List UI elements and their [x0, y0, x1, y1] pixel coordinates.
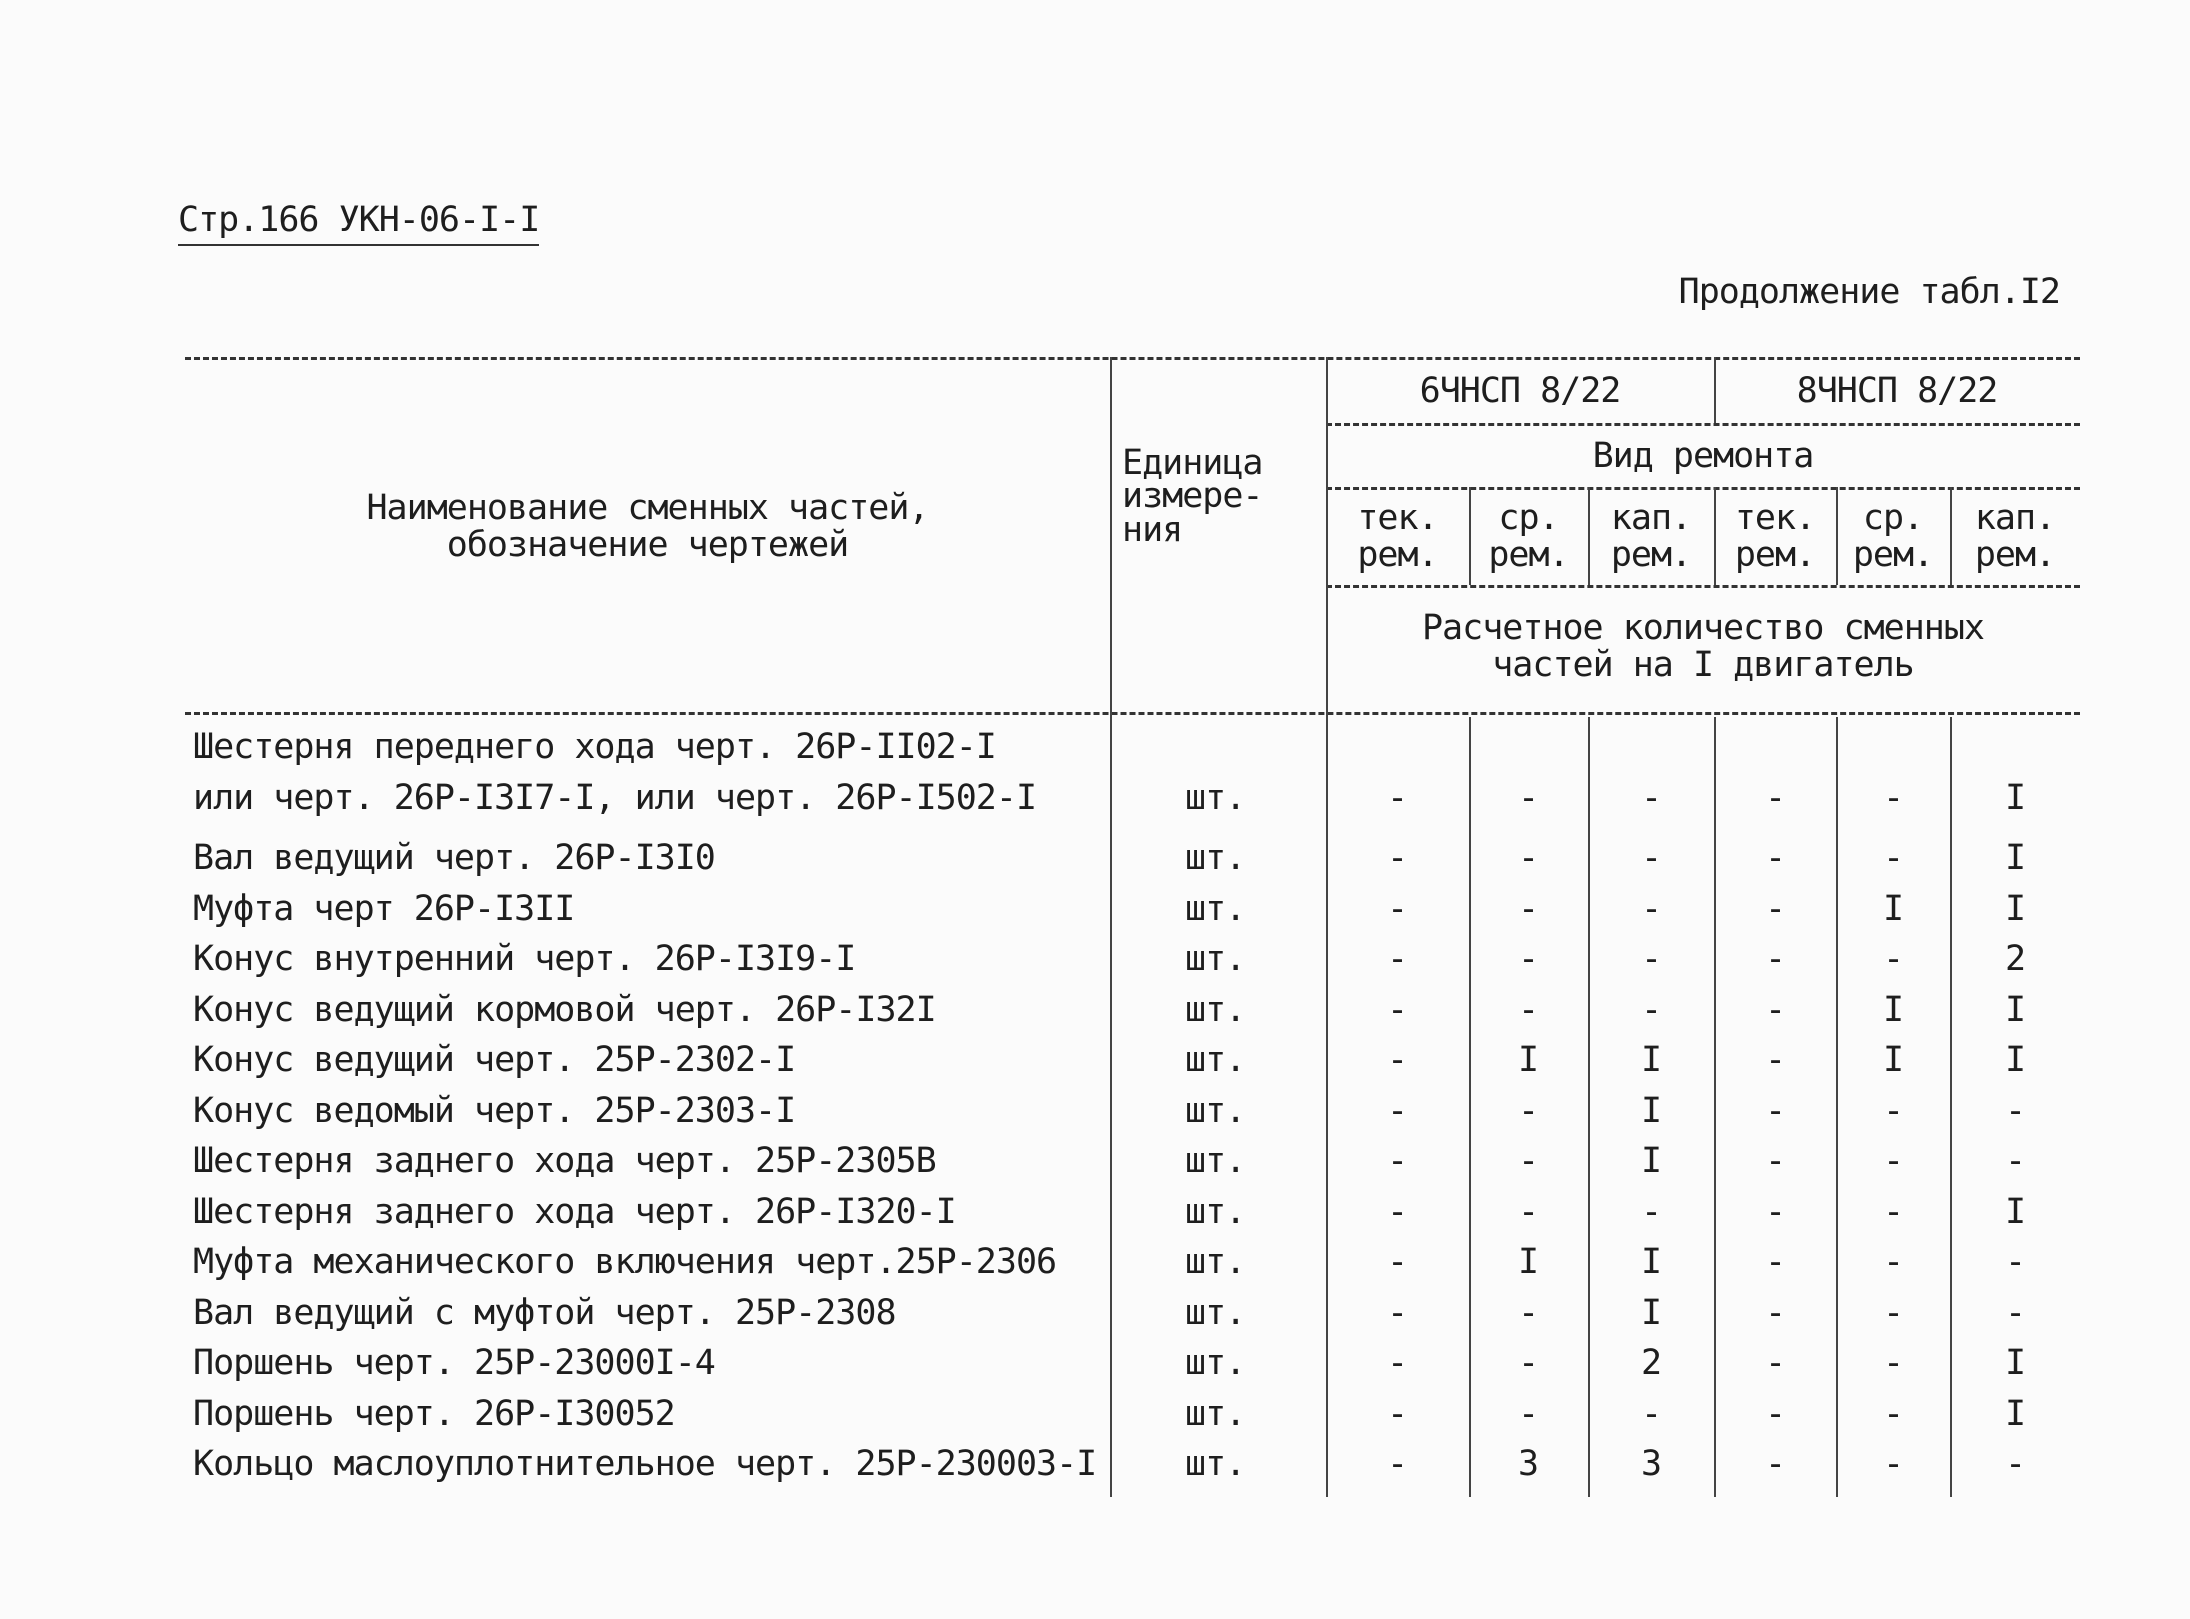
- unit-header-line-2: измере-: [1122, 476, 1263, 517]
- row-unit: шт.: [1185, 838, 1246, 878]
- row-value: -: [2004, 1444, 2026, 1484]
- parts-table: [185, 357, 2080, 1497]
- row-unit: шт.: [1185, 1292, 1246, 1333]
- row-value: -: [1386, 888, 1408, 929]
- row-name-line: Шестерня переднего хода черт. 26Р-II02-I: [193, 727, 996, 767]
- row-value: I: [2004, 1040, 2026, 1080]
- unit-column-header: [1122, 443, 1322, 597]
- row-value: -: [1882, 1191, 1904, 1232]
- row-value: -: [1517, 777, 1539, 818]
- row-value: -: [1882, 838, 1904, 878]
- row-name-line: Муфта механического включения черт.25Р-2306: [193, 1242, 1057, 1282]
- col-header-tek-1: [1326, 489, 1469, 585]
- page-header: Стр.166 УКН-06-I-I: [178, 200, 539, 246]
- body-divider-3: [1714, 717, 1716, 1497]
- row-name-line: Поршень черт. 25Р-23000I-4: [193, 1343, 715, 1383]
- row-value: I: [1882, 1040, 1904, 1080]
- row-value: -: [1386, 1191, 1408, 1232]
- table-caption: Продолжение табл.I2: [1678, 272, 2060, 312]
- row-value: -: [1764, 939, 1786, 979]
- row-value: -: [1882, 1090, 1904, 1131]
- row-value: I: [1882, 989, 1904, 1030]
- row-value: I: [1640, 1090, 1662, 1131]
- row-value: -: [2004, 1242, 2026, 1282]
- row-unit: шт.: [1185, 1444, 1246, 1484]
- row-value: -: [1764, 989, 1786, 1030]
- row-value: -: [1764, 777, 1786, 818]
- quantity-note: [1326, 592, 2080, 702]
- row-value: -: [1764, 1191, 1786, 1232]
- col-header-tek-1-line-2: рем.: [1357, 535, 1438, 575]
- row-value: I: [1640, 1141, 1662, 1181]
- row-name-line: Поршень черт. 26Р-I30052: [193, 1393, 675, 1434]
- row-value: -: [1882, 1393, 1904, 1434]
- row-value: -: [1640, 989, 1662, 1030]
- row-name-line: Муфта черт 26Р-I3II: [193, 888, 575, 929]
- row-value: -: [1882, 1343, 1904, 1383]
- row-name-line: Конус ведущий кормовой черт. 26Р-I32I: [193, 989, 936, 1030]
- row-value: -: [1640, 838, 1662, 878]
- row-value: -: [1386, 1242, 1408, 1282]
- col-header-tek-2: [1714, 489, 1836, 585]
- row-value: I: [1517, 1040, 1539, 1080]
- col-header-sr-1-line-1: ср.: [1498, 498, 1559, 539]
- col-header-kap-2: [1950, 489, 2080, 585]
- col-header-sr-2-line-2: рем.: [1852, 535, 1934, 575]
- row-value: 2: [2004, 939, 2026, 979]
- row-value: -: [1517, 838, 1539, 878]
- row-value: I: [2004, 1393, 2026, 1434]
- row-name-line: Шестерня заднего хода черт. 25Р-2305В: [193, 1141, 936, 1181]
- row-unit: шт.: [1185, 777, 1246, 818]
- body-divider-2: [1588, 717, 1590, 1497]
- row-value: -: [1517, 1090, 1539, 1131]
- row-value: -: [1764, 1040, 1786, 1080]
- row-unit: шт.: [1185, 888, 1246, 929]
- row-unit: шт.: [1185, 1191, 1246, 1232]
- row-unit: шт.: [1185, 989, 1246, 1030]
- name-unit-divider: [1110, 357, 1112, 1497]
- row-value: -: [1640, 939, 1662, 979]
- row-value: -: [1764, 1292, 1786, 1333]
- row-value: I: [1640, 1292, 1662, 1333]
- col-header-sr-2-line-1: ср.: [1862, 498, 1924, 539]
- row-value: -: [1386, 989, 1408, 1030]
- row-value: -: [1517, 1141, 1539, 1181]
- row-value: -: [1882, 1444, 1904, 1484]
- row-value: -: [1640, 1191, 1662, 1232]
- row-value: -: [1882, 1242, 1904, 1282]
- name-column-header: [185, 457, 1110, 597]
- row-value: -: [1640, 1393, 1662, 1434]
- row-value: I: [2004, 888, 2026, 929]
- col-header-kap-1-line-1: кап.: [1610, 498, 1692, 539]
- row-value: -: [1764, 1343, 1786, 1383]
- col-header-sr-1-line-2: рем.: [1488, 535, 1569, 575]
- row-value: -: [1764, 1141, 1786, 1181]
- row-name-line: Вал ведущий с муфтой черт. 25Р-2308: [193, 1292, 896, 1333]
- row-value: -: [1386, 1040, 1408, 1080]
- repair-cols-rule: [1326, 585, 2080, 588]
- unit-header-line-1: Единица: [1122, 443, 1263, 483]
- row-value: -: [1640, 777, 1662, 818]
- row-value: -: [1517, 939, 1539, 979]
- row-value: -: [2004, 1292, 2026, 1333]
- row-value: -: [1386, 1393, 1408, 1434]
- row-value: -: [1386, 777, 1408, 818]
- engine-1-header: 6ЧНСП 8/22: [1419, 370, 1621, 411]
- row-value: 3: [1517, 1444, 1539, 1484]
- row-value: -: [1882, 1141, 1904, 1181]
- row-value: -: [1764, 1444, 1786, 1484]
- name-header-line-2: обозначение чертежей: [446, 525, 849, 565]
- row-value: -: [1386, 1444, 1408, 1484]
- row-value: -: [1764, 1242, 1786, 1282]
- row-unit: шт.: [1185, 1141, 1246, 1181]
- row-value: -: [1882, 1292, 1904, 1333]
- row-value: I: [2004, 1191, 2026, 1232]
- row-unit: шт.: [1185, 1343, 1246, 1383]
- row-name-line: Вал ведущий черт. 26Р-I3I0: [193, 838, 715, 878]
- row-value: I: [2004, 777, 2026, 818]
- col-header-kap-2-line-2: рем.: [1974, 535, 2056, 575]
- row-value: -: [1764, 888, 1786, 929]
- row-value: -: [1764, 838, 1786, 878]
- row-name-line: Конус ведомый черт. 25Р-2303-I: [193, 1090, 796, 1131]
- row-value: -: [1517, 888, 1539, 929]
- row-value: -: [1882, 939, 1904, 979]
- col-header-kap-1-line-2: рем.: [1610, 535, 1692, 575]
- row-name-line: Конус внутренний черт. 26Р-I3I9-I: [193, 939, 856, 979]
- row-value: I: [2004, 1343, 2026, 1383]
- row-value: -: [1764, 1090, 1786, 1131]
- row-unit: шт.: [1185, 1242, 1246, 1282]
- row-value: -: [1386, 1343, 1408, 1383]
- row-unit: шт.: [1185, 939, 1246, 979]
- row-value: -: [1386, 1292, 1408, 1333]
- row-value: 2: [1640, 1343, 1662, 1383]
- row-name-line: или черт. 26Р-I3I7-I, или черт. 26Р-I502-I: [193, 777, 1037, 818]
- col-header-sr-2: [1836, 489, 1950, 585]
- col-header-tek-2-line-1: тек.: [1734, 498, 1816, 539]
- row-name-line: Шестерня заднего хода черт. 26Р-I320-I: [193, 1191, 956, 1232]
- body-divider-5: [1950, 717, 1952, 1497]
- row-value: I: [1517, 1242, 1539, 1282]
- row-value: -: [1764, 1393, 1786, 1434]
- row-name-line: Кольцо маслоуплотнительное черт. 25Р-230003-I: [193, 1444, 1097, 1484]
- row-value: -: [1882, 777, 1904, 818]
- quantity-note-line-1: Расчетное количество сменных: [1421, 608, 1984, 649]
- col-header-sr-1: [1469, 489, 1588, 585]
- repair-type-header: Вид ремонта: [1592, 435, 1814, 476]
- row-value: I: [2004, 989, 2026, 1030]
- row-unit: шт.: [1185, 1090, 1246, 1131]
- row-value: -: [1640, 888, 1662, 929]
- row-value: -: [1517, 989, 1539, 1030]
- row-value: -: [2004, 1141, 2026, 1181]
- row-value: -: [1517, 1292, 1539, 1333]
- row-unit: шт.: [1185, 1393, 1246, 1434]
- col-header-kap-2-line-1: кап.: [1974, 498, 2056, 539]
- body-divider-1: [1469, 717, 1471, 1497]
- row-value: -: [2004, 1090, 2026, 1131]
- row-value: -: [1386, 1141, 1408, 1181]
- col-header-tek-2-line-2: рем.: [1734, 535, 1816, 575]
- row-name-line: Конус ведущий черт. 25Р-2302-I: [193, 1040, 796, 1080]
- header-bottom-rule: [185, 712, 2080, 715]
- name-header-line-1: Наименование сменных частей,: [366, 488, 929, 529]
- row-value: -: [1517, 1343, 1539, 1383]
- col-header-tek-1-line-1: тек.: [1357, 498, 1438, 539]
- row-value: -: [1517, 1191, 1539, 1232]
- row-value: I: [1640, 1040, 1662, 1080]
- row-value: I: [2004, 838, 2026, 878]
- engine-2-header: 8ЧНСП 8/22: [1796, 370, 1998, 411]
- col-header-kap-1: [1588, 489, 1714, 585]
- row-value: 3: [1640, 1444, 1662, 1484]
- row-value: -: [1386, 939, 1408, 979]
- row-value: I: [1640, 1242, 1662, 1282]
- row-unit: шт.: [1185, 1040, 1246, 1080]
- row-value: -: [1517, 1393, 1539, 1434]
- row-value: I: [1882, 888, 1904, 929]
- unit-header-line-3: ния: [1122, 509, 1183, 550]
- row-value: -: [1386, 1090, 1408, 1131]
- row-value: -: [1386, 838, 1408, 878]
- quantity-note-line-2: частей на I двигатель: [1492, 645, 1914, 685]
